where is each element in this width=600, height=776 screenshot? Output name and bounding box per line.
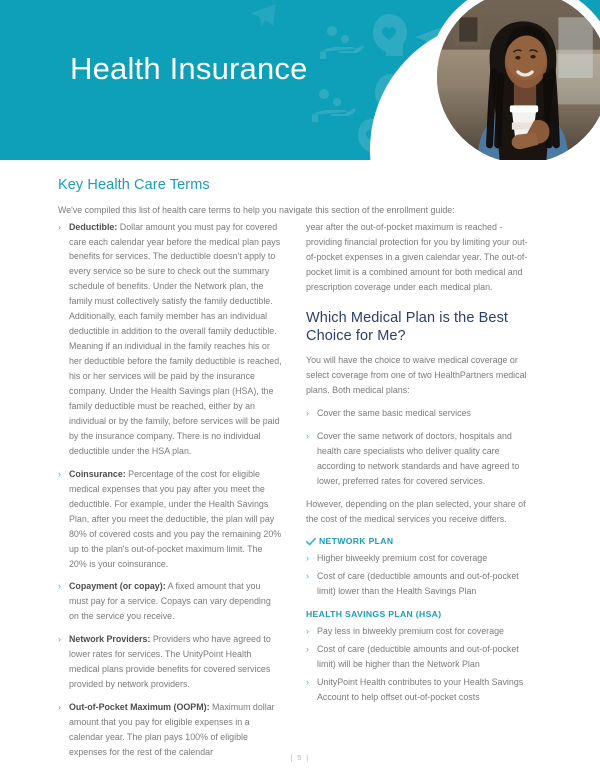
list-item <box>58 220 282 459</box>
list-item-label: Cost of care (deductible amounts and out-of-pocket limit) lower than the Health Savings Plan <box>317 571 519 597</box>
term-definition: Dollar amount you must pay for covered care each calendar year before the medical plan pays benefits for services. The deductible doesn't apply to every service so be sure to check out the summary schedule of benefits. Under the Network plan, the family must collectively satisfy the family deductible. Additionally, each family member has an individual deductible in addition to the overall family deductible. Meaning if an individual in the family reaches his or her deductible before the family deductible is reached, his or her services will be paid by the insurance company. Under the Health Savings plan (HSA), the family deductible must be reached, either by an individual or by the family, before services will be paid by the insurance company. There is no individual deductible under the HSA plan. <box>69 221 282 456</box>
list-item <box>306 624 530 639</box>
list-item <box>58 632 282 692</box>
list-item <box>58 579 282 624</box>
chevron-right-icon: › <box>306 676 309 687</box>
header-photo-ring <box>428 0 600 160</box>
right-column <box>306 176 530 746</box>
list-item-label: Cover the same basic medical services <box>317 407 471 418</box>
list-item-label: Cover the same network of doctors, hospitals and health care specialists who deliver quality care according to network standards and have agreed to lower, preferred rates for covered services. <box>317 430 520 486</box>
header-photo <box>437 0 600 160</box>
oopm-continuation-paragraph: year after the out-of-pocket maximum is reached - providing financial protection for you by limiting your out-of-pocket expenses in a given calendar year. The out-of-pocket limit is a combined amount for both medical and prescription coverage under each medical plan. <box>306 222 528 292</box>
page-content <box>0 176 600 757</box>
list-item <box>306 429 530 489</box>
term-label: Out-of-Pocket Maximum (OOPM): <box>69 702 210 713</box>
term-label: Deductible: <box>69 221 118 232</box>
chevron-right-icon: › <box>306 553 309 564</box>
term-definition: A fixed amount that you must pay for a service. Copays can vary depending on the service you receive. <box>69 581 271 622</box>
page-footer: | 5 | <box>290 753 310 762</box>
term-definition: Percentage of the cost for eligible medical expenses that you pay after you meet the deductible. For example, under the Health Savings Plan, after you meet the deductible, the plan will pay 80% of covered costs and you pay the remaining 20% up to the plan's out-of-pocket maximum limit. The 20% is your coinsurance. <box>69 468 282 569</box>
both-plans-list <box>306 406 530 489</box>
chevron-right-icon: › <box>306 643 309 654</box>
list-item-label: Pay less in biweekly premium cost for coverage <box>317 626 504 637</box>
key-terms-list <box>58 220 282 760</box>
chevron-right-icon: › <box>58 581 61 592</box>
section-heading-key-terms: Key Health Care Terms <box>58 177 210 193</box>
list-item-label: UnityPoint Health contributes to your Health Savings Account to help offset out-of-pocket costs <box>317 676 524 702</box>
list-item <box>58 467 282 572</box>
page-title: Health Insurance <box>70 51 308 86</box>
chevron-right-icon: › <box>306 407 309 418</box>
term-label: Network Providers: <box>69 634 151 645</box>
chevron-right-icon: › <box>58 702 61 713</box>
plan-heading-network <box>306 535 530 548</box>
intro-paragraph: We've compiled this list of health care terms to help you navigate this section of the enrollment guide: <box>58 205 455 215</box>
chevron-right-icon: › <box>306 430 309 441</box>
plan-heading-hsa <box>306 608 530 621</box>
list-item <box>58 700 282 760</box>
list-item <box>306 642 530 672</box>
list-item-label: Cost of care (deductible amounts and out-of-pocket limit) will be higher than the Network Plan <box>317 643 519 669</box>
however-paragraph: However, depending on the plan selected, your share of the cost of the medical services you receive differs. <box>306 499 526 525</box>
list-item <box>306 551 530 566</box>
plan-name: HEALTH SAVINGS PLAN (HSA) <box>306 609 442 620</box>
list-item <box>306 675 530 705</box>
chevron-right-icon: › <box>306 571 309 582</box>
term-label: Copayment (or copay): <box>69 581 166 592</box>
chevron-right-icon: › <box>306 626 309 637</box>
network-plan-list <box>306 551 530 599</box>
list-item <box>306 569 530 599</box>
term-definition: Maximum dollar amount that you pay for eligible expenses in a calendar year. The plan pays 100% of eligible expenses for the rest of the calendar <box>69 702 275 757</box>
chevron-right-icon: › <box>58 634 61 645</box>
page-header-banner <box>0 0 600 160</box>
chevron-right-icon: › <box>58 468 61 479</box>
check-icon <box>306 537 316 546</box>
list-item-label: Higher biweekly premium cost for coverage <box>317 553 488 564</box>
which-plan-intro: You will have the choice to waive medical coverage or select coverage from one of two HealthPartners medical plans. Both medical plans: <box>306 354 527 395</box>
list-item <box>306 406 530 421</box>
term-label: Coinsurance: <box>69 468 126 479</box>
left-column <box>58 176 282 757</box>
hsa-plan-list <box>306 624 530 705</box>
plan-name: NETWORK PLAN <box>319 536 394 547</box>
chevron-right-icon: › <box>58 221 61 232</box>
section-heading-which-plan: Which Medical Plan is the Best Choice for Me? <box>306 309 509 345</box>
term-definition: Providers who have agreed to lower rates for services. The UnityPoint Health medical plans provide benefits for covered services provided by network providers. <box>69 634 271 690</box>
